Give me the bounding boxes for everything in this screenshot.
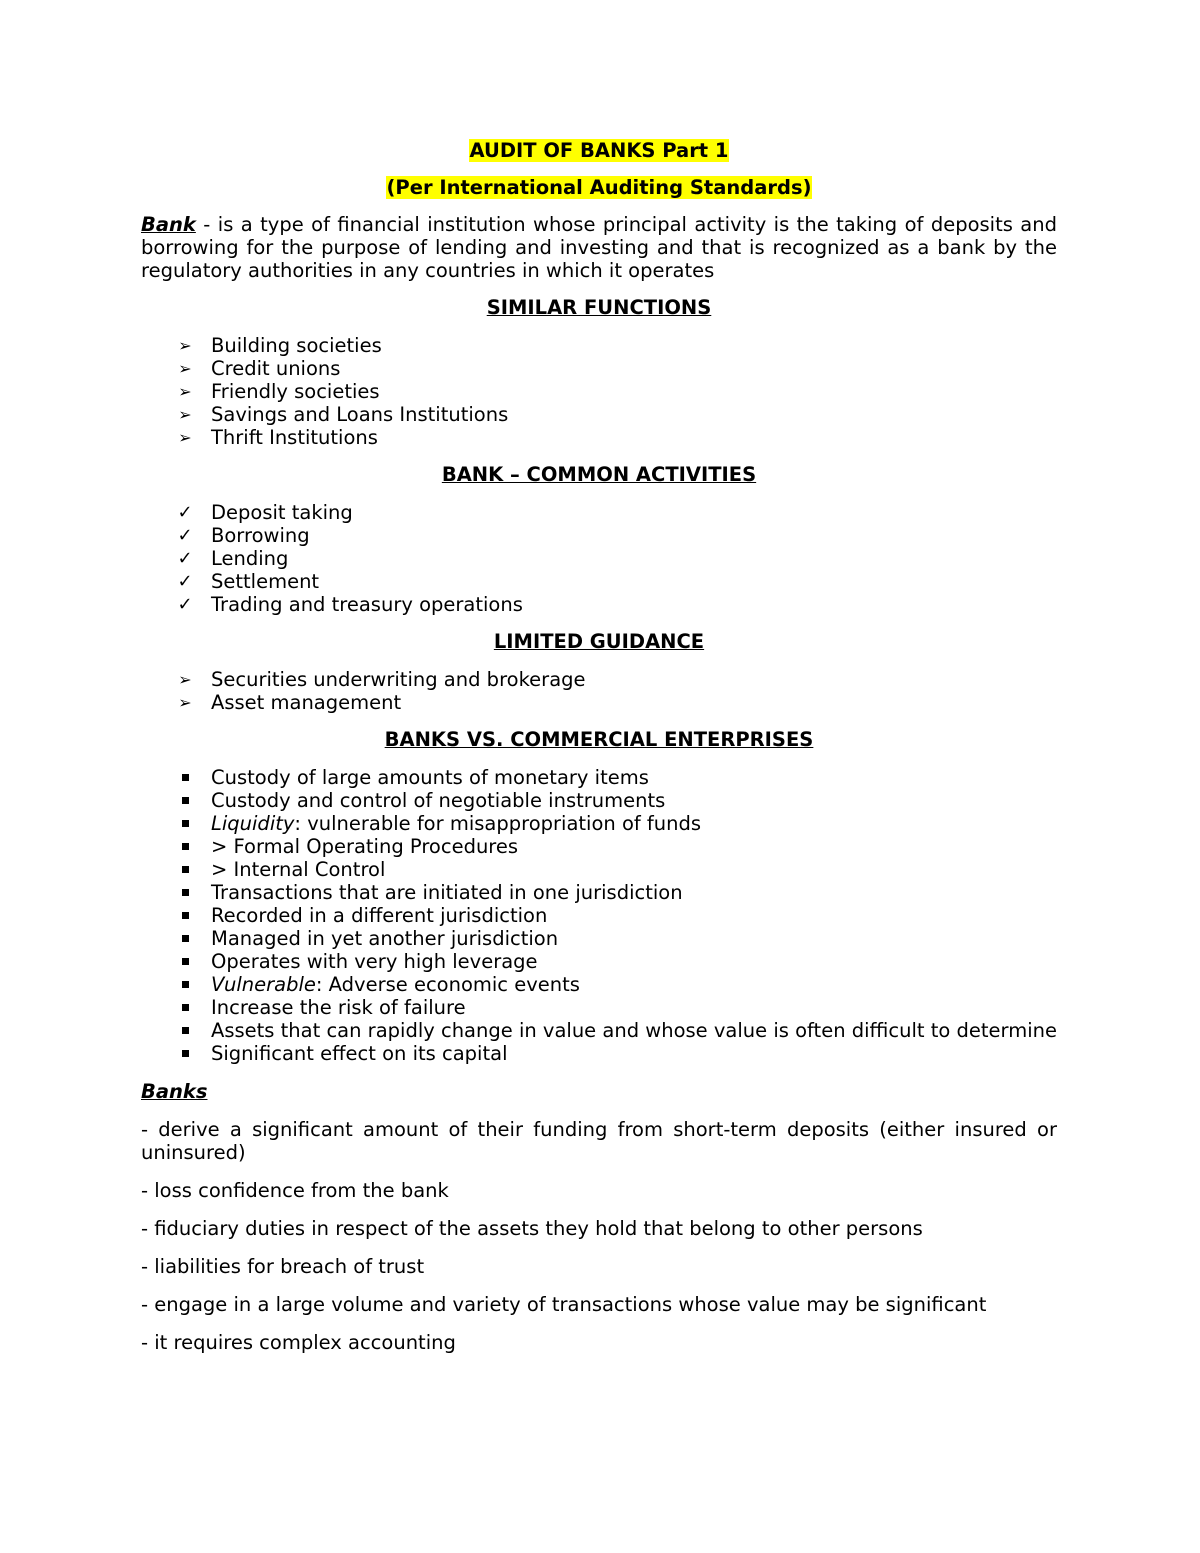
similar-functions-list [141, 334, 1057, 449]
arrow-bullet-icon: ➢ [178, 693, 192, 712]
banks-item: - fiduciary duties in respect of the assets they hold that belong to other persons [141, 1217, 923, 1240]
square-bullet-icon [175, 950, 195, 973]
heading-limited-guidance: LIMITED GUIDANCE [493, 630, 705, 653]
list-item: ➢ Savings and Loans Institutions [141, 403, 1057, 426]
list-item: ➢ Building societies [141, 334, 1057, 357]
square-bullet-icon [175, 1042, 195, 1065]
list-item: Custody and control of negotiable instruments [141, 789, 1057, 812]
banks-item: - loss confidence from the bank [141, 1179, 449, 1202]
list-item: > Formal Operating Procedures [141, 835, 1057, 858]
square-bullet-icon [175, 973, 195, 996]
list-item: Assets that can rapidly change in value and whose value is often difficult to determine [141, 1019, 1057, 1042]
list-item: Transactions that are initiated in one jurisdiction [141, 881, 1057, 904]
list-item: ➢ Securities underwriting and brokerage [141, 668, 1057, 691]
square-bullet-icon [175, 996, 195, 1019]
list-item: ✓ Borrowing [141, 524, 1057, 547]
checkmark-bullet-icon: ✓ [177, 502, 193, 523]
square-bullet-icon [175, 766, 195, 789]
checkmark-bullet-icon: ✓ [177, 594, 193, 615]
list-item: Significant effect on its capital [141, 1042, 1057, 1065]
square-bullet-icon [175, 927, 195, 950]
list-item: Managed in yet another jurisdiction [141, 927, 1057, 950]
banks-heading: Banks [141, 1080, 208, 1103]
list-item: Recorded in a different jurisdiction [141, 904, 1057, 927]
square-bullet-icon [175, 1019, 195, 1042]
document-page [141, 139, 1057, 1369]
banks-vs-commercial-list [141, 766, 1057, 1065]
square-bullet-icon [175, 858, 195, 881]
document-subtitle: (Per International Auditing Standards) [386, 176, 812, 199]
square-bullet-icon [175, 812, 195, 835]
list-item: > Internal Control [141, 858, 1057, 881]
list-item: ➢ Friendly societies [141, 380, 1057, 403]
list-item: ✓ Trading and treasury operations [141, 593, 1057, 616]
banks-item: - engage in a large volume and variety of transactions whose value may be significant [141, 1293, 987, 1316]
list-item: ✓ Settlement [141, 570, 1057, 593]
document-title: AUDIT OF BANKS Part 1 [469, 139, 729, 162]
subtitle-line [141, 176, 1057, 199]
definition-term: Bank [141, 213, 196, 236]
banks-item: - it requires complex accounting [141, 1331, 456, 1354]
list-item: ✓ Lending [141, 547, 1057, 570]
title-line [141, 139, 1057, 162]
square-bullet-icon [175, 904, 195, 927]
square-bullet-icon [175, 835, 195, 858]
arrow-bullet-icon: ➢ [178, 336, 192, 355]
list-item: ➢ Thrift Institutions [141, 426, 1057, 449]
list-item: Liquidity: vulnerable for misappropriation of funds [141, 812, 1057, 835]
limited-guidance-list [141, 668, 1057, 714]
list-item: ✓ Deposit taking [141, 501, 1057, 524]
arrow-bullet-icon: ➢ [178, 405, 192, 424]
square-bullet-icon [175, 881, 195, 904]
list-item: Custody of large amounts of monetary items [141, 766, 1057, 789]
arrow-bullet-icon: ➢ [178, 670, 192, 689]
definition-text: - is a type of financial institution whose principal activity is the taking of deposits and borrowing for the purpose of lending and investing and that is recognized as a bank by the regulatory authorities in any countries in which it operates [141, 213, 1057, 282]
bank-definition [141, 213, 1057, 282]
banks-heading-para [141, 1080, 1057, 1103]
arrow-bullet-icon: ➢ [178, 359, 192, 378]
list-item: ➢ Asset management [141, 691, 1057, 714]
checkmark-bullet-icon: ✓ [177, 548, 193, 569]
heading-common-activities: BANK – COMMON ACTIVITIES [441, 463, 757, 486]
list-item: ➢ Credit unions [141, 357, 1057, 380]
arrow-bullet-icon: ➢ [178, 428, 192, 447]
checkmark-bullet-icon: ✓ [177, 571, 193, 592]
list-item: Operates with very high leverage [141, 950, 1057, 973]
banks-item: - liabilities for breach of trust [141, 1255, 425, 1278]
heading-banks-vs-commercial: BANKS VS. COMMERCIAL ENTERPRISES [384, 728, 814, 751]
list-item: Vulnerable: Adverse economic events [141, 973, 1057, 996]
banks-item: - derive a significant amount of their funding from short-term deposits (either insured or uninsured) [141, 1118, 1057, 1164]
square-bullet-icon [175, 789, 195, 812]
heading-similar-functions: SIMILAR FUNCTIONS [486, 296, 712, 319]
list-item: Increase the risk of failure [141, 996, 1057, 1019]
common-activities-list [141, 501, 1057, 616]
checkmark-bullet-icon: ✓ [177, 525, 193, 546]
arrow-bullet-icon: ➢ [178, 382, 192, 401]
